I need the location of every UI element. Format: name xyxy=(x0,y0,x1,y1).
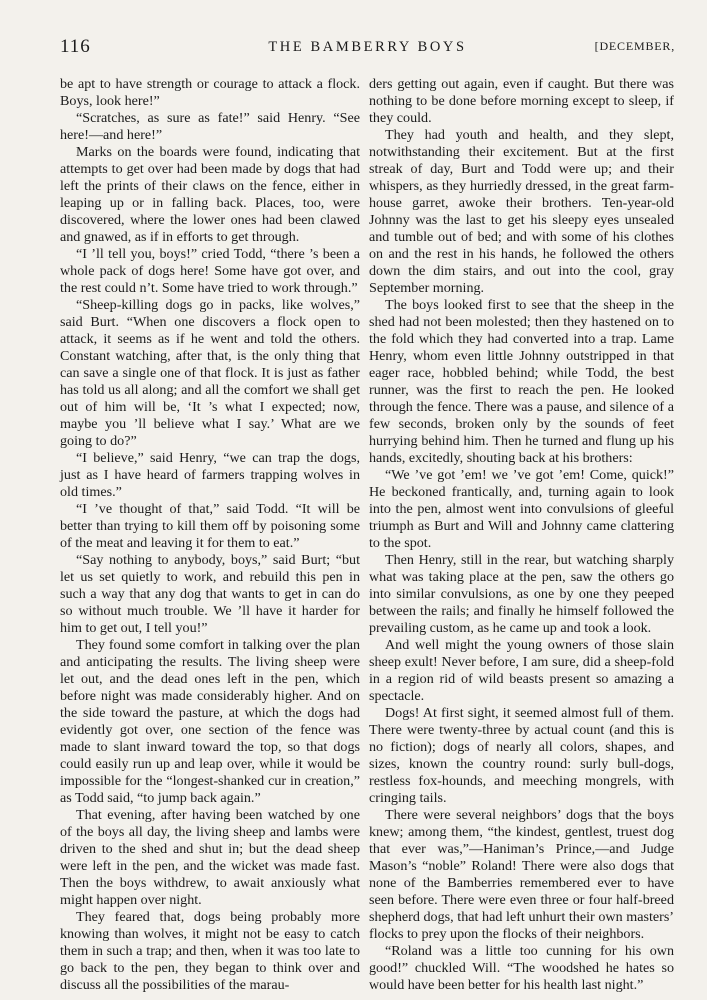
paragraph: They found some comfort in talking over the plan and anticipating the results. The living sheep were let out, and the dead ones left in the pen, which before night was made considerably higher. And on the side toward the pasture, at which the dogs had evidently got over, one section of the fence was made to slant inward toward the top, so that dogs could easily run up and leap over, while it would be impossible for the “longest-shanked cur in creation,” as Todd said, “to jump back again.” xyxy=(60,637,360,806)
paragraph: Then Henry, still in the rear, but watching sharply what was taking place at the pen, saw the others go into similar convulsions, as one by one they peeped between the rails; and finally he himself followed the prevailing custom, as he came up and took a look. xyxy=(369,552,674,636)
paragraph: They feared that, dogs being probably more knowing than wolves, it might not be easy to catch them in such a trap; and then, when it was too late to go back to the pen, they began to think over and discuss all the possibilities of the marau- xyxy=(60,909,360,993)
paragraph: And well might the young owners of those slain sheep exult! Never before, I am sure, did a sheep-fold in a region rid of wild beasts present so amazing a spectacle. xyxy=(369,637,674,704)
paragraph: “Say nothing to anybody, boys,” said Burt; “but let us set quietly to work, and rebuild this pen in such a way that any dog that wants to get in can do so without much trouble. We ’ll have it harder for him to get out, I tell you!” xyxy=(60,552,360,636)
paragraph: “Scratches, as sure as fate!” said Henry. “See here!—and here!” xyxy=(60,110,360,143)
paragraph: “Roland was a little too cunning for his own good!” chuckled Will. “The woodshed he hates so would have been better for his health last night.” xyxy=(369,943,674,993)
paragraph: The boys looked first to see that the sheep in the shed had not been molested; then they hastened on to the fold which they had converted into a trap. Lame Henry, whom even little Johnny outstripped in that eager race, hobbled behind; while Todd, the best runner, was the first to reach the pen. He looked through the fence. There was a pause, and silence of a few seconds, broken only by the sounds of feet hurrying behind him. Then he turned and flung up his hands, excitedly, shouting back at his brothers: xyxy=(369,297,674,466)
paragraph: “We ’ve got ’em! we ’ve got ’em! Come, quick!” He beckoned frantically, and, turning again to look into the pen, almost went into convulsions of gleeful triumph as Burt and Will and Johnny came clattering to the spot. xyxy=(369,467,674,551)
paragraph: “I believe,” said Henry, “we can trap the dogs, just as I have heard of farmers trapping wolves in old times.” xyxy=(60,450,360,500)
running-header xyxy=(60,36,675,58)
page-number: 116 xyxy=(60,36,91,57)
paragraph: “I ’ll tell you, boys!” cried Todd, “there ’s been a whole pack of dogs here! Some have got over, and the rest could n’t. Some have tried to work through.” xyxy=(60,246,360,296)
paragraph: ders getting out again, even if caught. But there was nothing to be done before morning except to sleep, if they could. xyxy=(369,76,674,126)
paragraph: They had youth and health, and they slept, notwithstanding their excitement. But at the first streak of day, Burt and Todd were up; and their whispers, as they hurriedly dressed, in the great farm-house garret, awoke their brothers. Ten-year-old Johnny was the last to get his sleepy eyes unsealed and tumble out of bed; and with some of his clothes on and the rest in his hands, he followed the others down the dim stairs, and out into the cool, gray September morning. xyxy=(369,127,674,296)
paragraph: There were several neighbors’ dogs that the boys knew; among them, “the kindest, gentlest, truest dog that ever was,”—Haniman’s Prince,—and Judge Mason’s “noble” Roland! There were also dogs that none of the Bamberries remembered ever to have seen before. There were even three or four half-breed shepherd dogs, that had left unhurt their own masters’ flocks to prey upon the flocks of their neighbors. xyxy=(369,807,674,942)
left-column xyxy=(60,76,360,994)
paragraph: Marks on the boards were found, indicating that attempts to get over had been made by dogs that had left the prints of their claws on the fence, either in leaping up or in falling back. Places, too, were discovered, where the lower ones had been clawed and gnawed, as if in efforts to get through. xyxy=(60,144,360,245)
paragraph: That evening, after having been watched by one of the boys all day, the living sheep and lambs were driven to the shed and shut in; but the dead sheep were left in the pen, and the wicket was made fast. Then the boys withdrew, to await anxiously what might happen over night. xyxy=(60,807,360,908)
paragraph: “Sheep-killing dogs go in packs, like wolves,” said Burt. “When one discovers a flock open to attack, it seems as if he went and told the others. Constant watching, after that, is the only thing that can save a single one of that flock. It is just as father has told us all along; and all the comfort we shall get out of him will be, ‘It ’s what I expected; now, maybe you ’ll believe what I say.’ What are we going to do?” xyxy=(60,297,360,449)
running-month: [DECEMBER, xyxy=(594,39,675,53)
right-column xyxy=(369,76,674,994)
paragraph: Dogs! At first sight, it seemed almost full of them. There were twenty-three by actual count (and this is no fiction); dogs of nearly all colors, shapes, and sizes, known the country round: surly bull-dogs, restless fox-hounds, and meeching mongrels, with cringing tails. xyxy=(369,705,674,806)
paragraph: “I ’ve thought of that,” said Todd. “It will be better than trying to kill them off by poisoning some of the meat and leaving it for them to eat.” xyxy=(60,501,360,551)
running-title: THE BAMBERRY BOYS xyxy=(268,39,467,55)
paragraph: be apt to have strength or courage to attack a flock. Boys, look here!” xyxy=(60,76,360,109)
